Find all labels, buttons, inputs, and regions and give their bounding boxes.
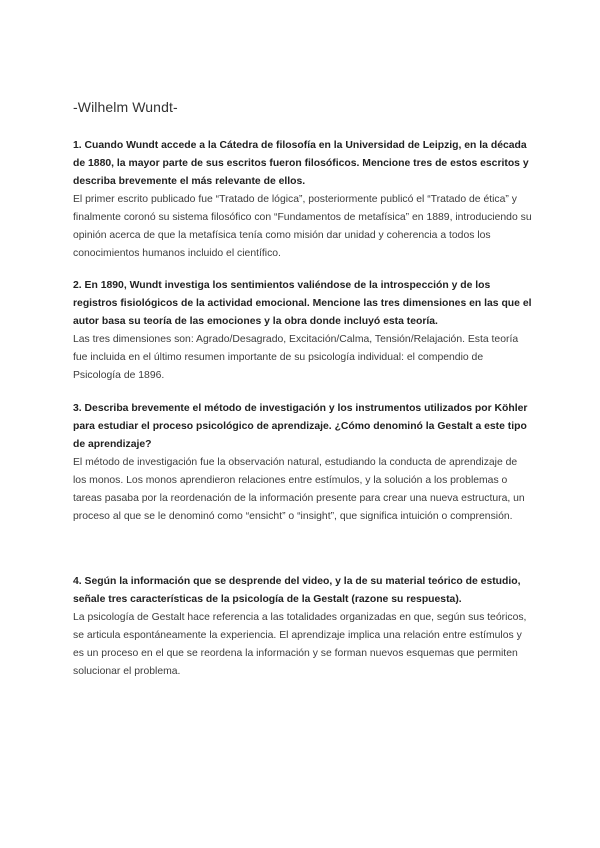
question-text: 2. En 1890, Wundt investiga los sentimientos valiéndose de la introspección y de los registros fisiológicos de la actividad emocional. Mencione las tres dimensiones en las que el autor basa su teoría de las emociones y la obra donde incluyó esta teoría. <box>73 280 532 327</box>
question-text: 4. Según la información que se desprende del video, y la de su material teórico de estudio, señale tres características de la psicología de la Gestalt (razone su respuesta). <box>73 576 521 605</box>
question-text: 3. Describa brevemente el método de investigación y los instrumentos utilizados por Köhler para estudiar el proceso psicológico de aprendizaje. ¿Cómo denominó la Gestalt a este tipo de aprendizaje? <box>73 403 528 450</box>
answer-text: Las tres dimensiones son: Agrado/Desagrado, Excitación/Calma, Tensión/Relajación. Esta teoría fue incluida en el último resumen importante de su psicología individual: el compendio de Psicología de 1896. <box>73 334 519 381</box>
document-title: -Wilhelm Wundt- <box>73 99 178 115</box>
question-section-1 <box>73 137 533 263</box>
question-text: 1. Cuando Wundt accede a la Cátedra de filosofía en la Universidad de Leipzig, en la década de 1880, la mayor parte de sus escritos fueron filosóficos. Mencione tres de estos escritos y describa brevemente el más relevante de ellos. <box>73 140 529 187</box>
question-section-2 <box>73 277 533 385</box>
question-section-4 <box>73 573 533 681</box>
question-section-3 <box>73 400 533 526</box>
answer-text: El primer escrito publicado fue “Tratado de lógica”, posteriormente publicó el “Tratado de ética” y finalmente coronó su sistema filosófico con “Fundamentos de metafísica” en 1889, introduciendo su opinión acerca de que la metafísica tenía como misión dar unidad y coherencia a todos los conocimientos humanos incluido el científico. <box>73 194 532 259</box>
answer-text: La psicología de Gestalt hace referencia a las totalidades organizadas en que, según sus teóricos, se articula espontáneamente la experiencia. El aprendizaje implica una relación entre estímulos y es un proceso en el que se reordena la información y se forman nuevos esquemas que permiten solucionar el problema. <box>73 612 527 677</box>
answer-text: El método de investigación fue la observación natural, estudiando la conducta de aprendizaje de los monos. Los monos aprendieron relaciones entre estímulos, y la solución a los problemas o tareas pasaba por la reordenación de la información presente para crear una nueva estructura, un proceso al que se le denominó como “ensicht” o “insight”, que significa intuición o comprensión. <box>73 457 525 522</box>
